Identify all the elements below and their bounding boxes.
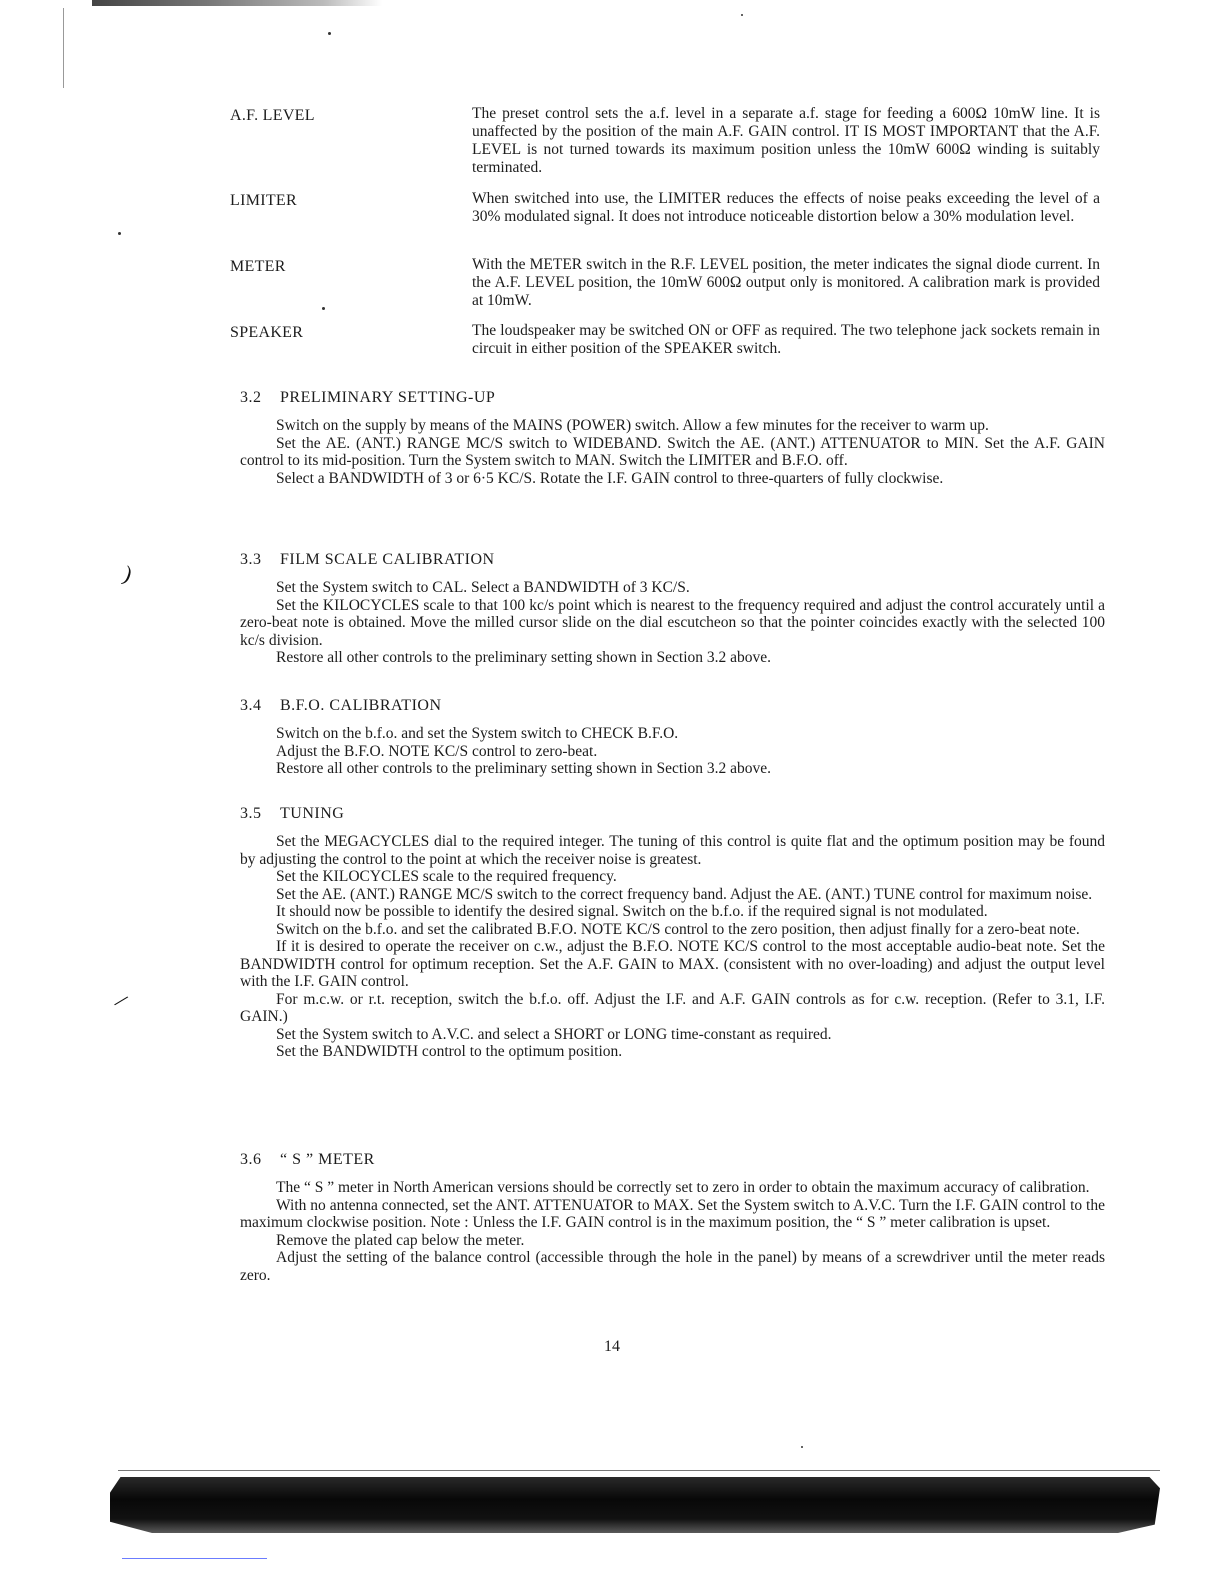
paragraph: Select a BANDWIDTH of 3 or 6·5 KC/S. Rotate the I.F. GAIN control to three-quarters of fully clockwise. [276, 469, 944, 487]
section-3-2 [240, 389, 1105, 487]
section-number: 3.4 [240, 697, 262, 714]
paragraph: Set the System switch to CAL. Select a BANDWIDTH of 3 KC/S. [276, 579, 690, 596]
paragraph: Restore all other controls to the preliminary setting shown in Section 3.2 above. [276, 649, 772, 666]
paragraph: Set the BANDWIDTH control to the optimum position. [276, 1043, 623, 1060]
ink-mark: ) [120, 560, 136, 587]
scan-bottom-band [110, 1477, 1160, 1533]
paragraph: With no antenna connected, set the ANT. ATTENUATOR to MAX. Set the System switch to A.V.C. Turn the I.F. GAIN control to the maximum clockwise position. Note : Unless the I.F. GAIN control is in the maximum position, the “ S ” meter calibration is upset. [240, 1196, 1105, 1231]
paragraph: The “ S ” meter in North American versions should be correctly set to zero in order to obtain the maximum accuracy of calibration. [276, 1179, 1090, 1196]
section-title: “ S ” METER [280, 1151, 375, 1168]
section-heading [240, 697, 1105, 715]
section-title: B.F.O. CALIBRATION [280, 697, 442, 714]
scan-speck [801, 1446, 803, 1448]
scan-underline [122, 1558, 267, 1559]
paragraph: It should now be possible to identify the desired signal. Switch on the b.f.o. if the required signal is not modulated. [276, 903, 988, 920]
scan-speck [741, 14, 743, 16]
paragraph: Set the KILOCYCLES scale to the required frequency. [276, 868, 617, 885]
paragraph: Set the System switch to A.V.C. and select a SHORT or LONG time-constant as required. [276, 1025, 832, 1043]
section-number: 3.3 [240, 551, 262, 568]
definition-term: SPEAKER [230, 324, 304, 341]
scan-edge-line [63, 8, 64, 88]
section-3-3 [240, 551, 1105, 667]
section-3-4 [240, 697, 1105, 778]
ink-mark: / [111, 989, 132, 1013]
section-number: 3.2 [240, 389, 262, 406]
definition-text: When switched into use, the LIMITER reduces the effects of noise peaks exceeding the level of a 30% modulated signal. It does not introduce noticeable distortion below a 30% modulation level. [472, 190, 1100, 225]
definition-text: The preset control sets the a.f. level in a separate a.f. stage for feeding a 600Ω 10mW line. It is unaffected by the position of the main A.F. GAIN control. IT IS MOST IMPORTANT that the A.F. LEVEL is not turned towards its maximum position unless the 10mW 600Ω winding is suitably terminated. [472, 105, 1100, 176]
paragraph: Remove the plated cap below the meter. [276, 1231, 525, 1249]
section-heading [240, 551, 1105, 569]
paragraph: Switch on the b.f.o. and set the System switch to CHECK B.F.O. [276, 725, 679, 742]
section-title: TUNING [280, 805, 345, 822]
paragraph: Set the MEGACYCLES dial to the required integer. The tuning of this control is quite flat and the optimum position may be found by adjusting the control to the point at which the receiver noise is greatest. [240, 833, 1105, 868]
definition-term: METER [230, 258, 286, 275]
scan-speck [328, 32, 331, 35]
section-heading [240, 805, 1105, 823]
definition-speaker [230, 322, 1100, 358]
scan-line [118, 1470, 1160, 1471]
paragraph: If it is desired to operate the receiver on c.w., adjust the B.F.O. NOTE KC/S control to the most acceptable audio-beat note. Set the BANDWIDTH control for optimum reception. Set the A.F. GAIN to MAX. (consistent with no over-loading) and adjust the output level with the I.F. GAIN control. [240, 938, 1105, 990]
section-3-5 [240, 805, 1105, 1061]
section-number: 3.6 [240, 1151, 262, 1168]
definition-meter [230, 256, 1100, 310]
paragraph: Switch on the supply by means of the MAINS (POWER) switch. Allow a few minutes for the receiver to warm up. [276, 417, 989, 434]
definition-term: LIMITER [230, 192, 297, 209]
scan-speck [118, 232, 121, 235]
section-heading [240, 1151, 1105, 1169]
scan-smudge [92, 0, 382, 6]
section-number: 3.5 [240, 805, 262, 822]
definition-text: With the METER switch in the R.F. LEVEL position, the meter indicates the signal diode current. In the A.F. LEVEL position, the 10mW 600Ω output only is monitored. A calibration mark is provided at 10mW. [472, 256, 1100, 309]
paragraph: Switch on the b.f.o. and set the calibrated B.F.O. NOTE KC/S control to the zero position, then adjust finally for a zero-beat note. [276, 920, 1080, 938]
paragraph: Adjust the setting of the balance control (accessible through the hole in the panel) by means of a screwdriver until the meter reads zero. [240, 1249, 1105, 1284]
section-title: FILM SCALE CALIBRATION [280, 551, 495, 568]
section-3-6 [240, 1151, 1105, 1284]
paragraph: Restore all other controls to the preliminary setting shown in Section 3.2 above. [276, 760, 772, 777]
paragraph: For m.c.w. or r.t. reception, switch the b.f.o. off. Adjust the I.F. and A.F. GAIN controls as for c.w. reception. (Refer to 3.1, I.F. GAIN.) [240, 990, 1105, 1025]
paragraph: Adjust the B.F.O. NOTE KC/S control to zero-beat. [276, 742, 598, 760]
page-number: 14 [604, 1338, 620, 1355]
definition-af-level [230, 105, 1100, 177]
paragraph: Set the AE. (ANT.) RANGE MC/S switch to the correct frequency band. Adjust the AE. (ANT.) TUNE control for maximum noise. [276, 885, 1093, 903]
definition-limiter [230, 190, 1100, 226]
definition-term: A.F. LEVEL [230, 107, 315, 124]
definition-text: The loudspeaker may be switched ON or OFF as required. The two telephone jack sockets remain in circuit in either position of the SPEAKER switch. [472, 322, 1100, 357]
paragraph: Set the KILOCYCLES scale to that 100 kc/s point which is nearest to the frequency required and adjust the control accurately until a zero-beat note is obtained. Move the milled cursor slide on the dial escutcheon so that the pointer coincides exactly with the selected 100 kc/s division. [240, 596, 1105, 649]
paragraph: Set the AE. (ANT.) RANGE MC/S switch to WIDEBAND. Switch the AE. (ANT.) ATTENUATOR to MIN. Set the A.F. GAIN control to its mid-position. Turn the System switch to MAN. Switch the LIMITER and B.F.O. off. [240, 434, 1105, 469]
section-title: PRELIMINARY SETTING-UP [280, 389, 496, 406]
section-heading [240, 389, 1105, 407]
